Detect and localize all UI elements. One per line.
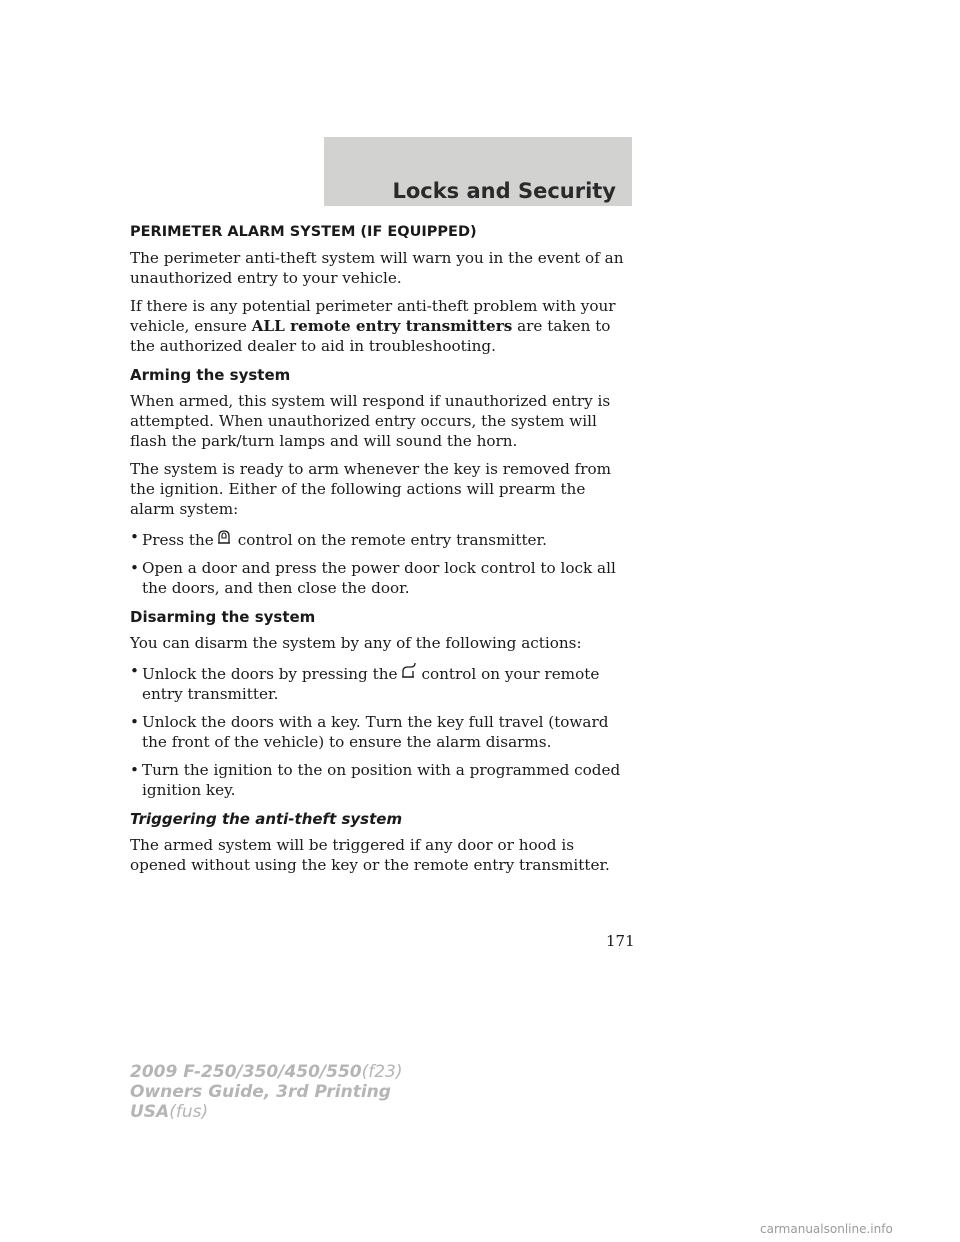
intro-p2-end: are taken to the authorized dealer to aid in troubleshooting. bbox=[130, 317, 611, 355]
bullet: • bbox=[130, 713, 139, 731]
page-number: 171 bbox=[606, 932, 635, 950]
footer-line-2: Owners Guide, 3rd Printing bbox=[130, 1082, 391, 1102]
main-heading: PERIMETER ALARM SYSTEM (IF EQUIPPED) bbox=[130, 224, 477, 240]
disarming-bullet-2 bbox=[130, 712, 632, 752]
intro-p2-emphasis: ALL remote entry transmitters bbox=[251, 317, 513, 335]
disarming-bullet-1-end: control on your remote entry transmitter. bbox=[142, 665, 600, 703]
footer-region: USA bbox=[130, 1102, 170, 1122]
disarming-heading: Disarming the system bbox=[130, 608, 316, 626]
disarming-list bbox=[130, 661, 632, 800]
footer-region-code: (fus) bbox=[169, 1102, 209, 1122]
triggering-paragraph-1: The armed system will be triggered if any door or hood is opened without using the key or the remote entry transmitter. bbox=[130, 836, 610, 874]
unlock-icon bbox=[397, 661, 421, 681]
bullet: • bbox=[130, 761, 139, 779]
disarming-bullet-3 bbox=[130, 760, 632, 800]
section-title: Locks and Security bbox=[392, 179, 616, 203]
page-content bbox=[130, 222, 632, 883]
disarming-paragraph-1: You can disarm the system by any of the following actions: bbox=[130, 634, 582, 652]
footer-line-3 bbox=[130, 1102, 403, 1122]
disarming-bullet-1 bbox=[130, 661, 632, 704]
intro-paragraph-1: The perimeter anti-theft system will warn you in the event of an unauthorized entry to your vehicle. bbox=[130, 249, 624, 287]
arming-bullet-1-start: Press the bbox=[142, 531, 214, 549]
bullet: • bbox=[130, 662, 139, 680]
arming-bullet-2 bbox=[130, 558, 632, 598]
arming-list bbox=[130, 527, 632, 598]
footer-model-code: (f23) bbox=[361, 1062, 403, 1082]
document-footer bbox=[130, 1062, 403, 1122]
arming-heading: Arming the system bbox=[130, 366, 291, 384]
arming-bullet-1 bbox=[130, 527, 632, 550]
arming-paragraph-1: When armed, this system will respond if unauthorized entry is attempted. When unauthorized entry occurs, the system will flash the park/turn lamps and will sound the horn. bbox=[130, 392, 611, 450]
disarming-bullet-1-start: Unlock the doors by pressing the bbox=[142, 665, 398, 683]
watermark: carmanualsonline.info bbox=[760, 1222, 893, 1236]
intro-paragraph-2 bbox=[130, 296, 632, 356]
section-header-band bbox=[324, 137, 632, 206]
triggering-heading: Triggering the anti-theft system bbox=[130, 810, 403, 828]
lock-icon bbox=[214, 527, 238, 547]
footer-line-1 bbox=[130, 1062, 403, 1082]
arming-bullet-1-end: control on the remote entry transmitter. bbox=[237, 531, 547, 549]
arming-bullet-2-text: Open a door and press the power door lock control to lock all the doors, and then close the door. bbox=[142, 559, 616, 597]
footer-model: 2009 F-250/350/450/550 bbox=[130, 1062, 362, 1082]
arming-paragraph-2: The system is ready to arm whenever the key is removed from the ignition. Either of the following actions will prearm the alarm system: bbox=[130, 460, 612, 518]
bullet: • bbox=[130, 559, 139, 577]
disarming-bullet-3-text: Turn the ignition to the on position with a programmed coded ignition key. bbox=[142, 761, 621, 799]
bullet: • bbox=[130, 528, 139, 546]
disarming-bullet-2-text: Unlock the doors with a key. Turn the key full travel (toward the front of the vehicle) to ensure the alarm disarms. bbox=[142, 713, 609, 751]
intro-p2-start: If there is any potential perimeter anti-theft problem with your vehicle, ensure bbox=[130, 297, 616, 335]
